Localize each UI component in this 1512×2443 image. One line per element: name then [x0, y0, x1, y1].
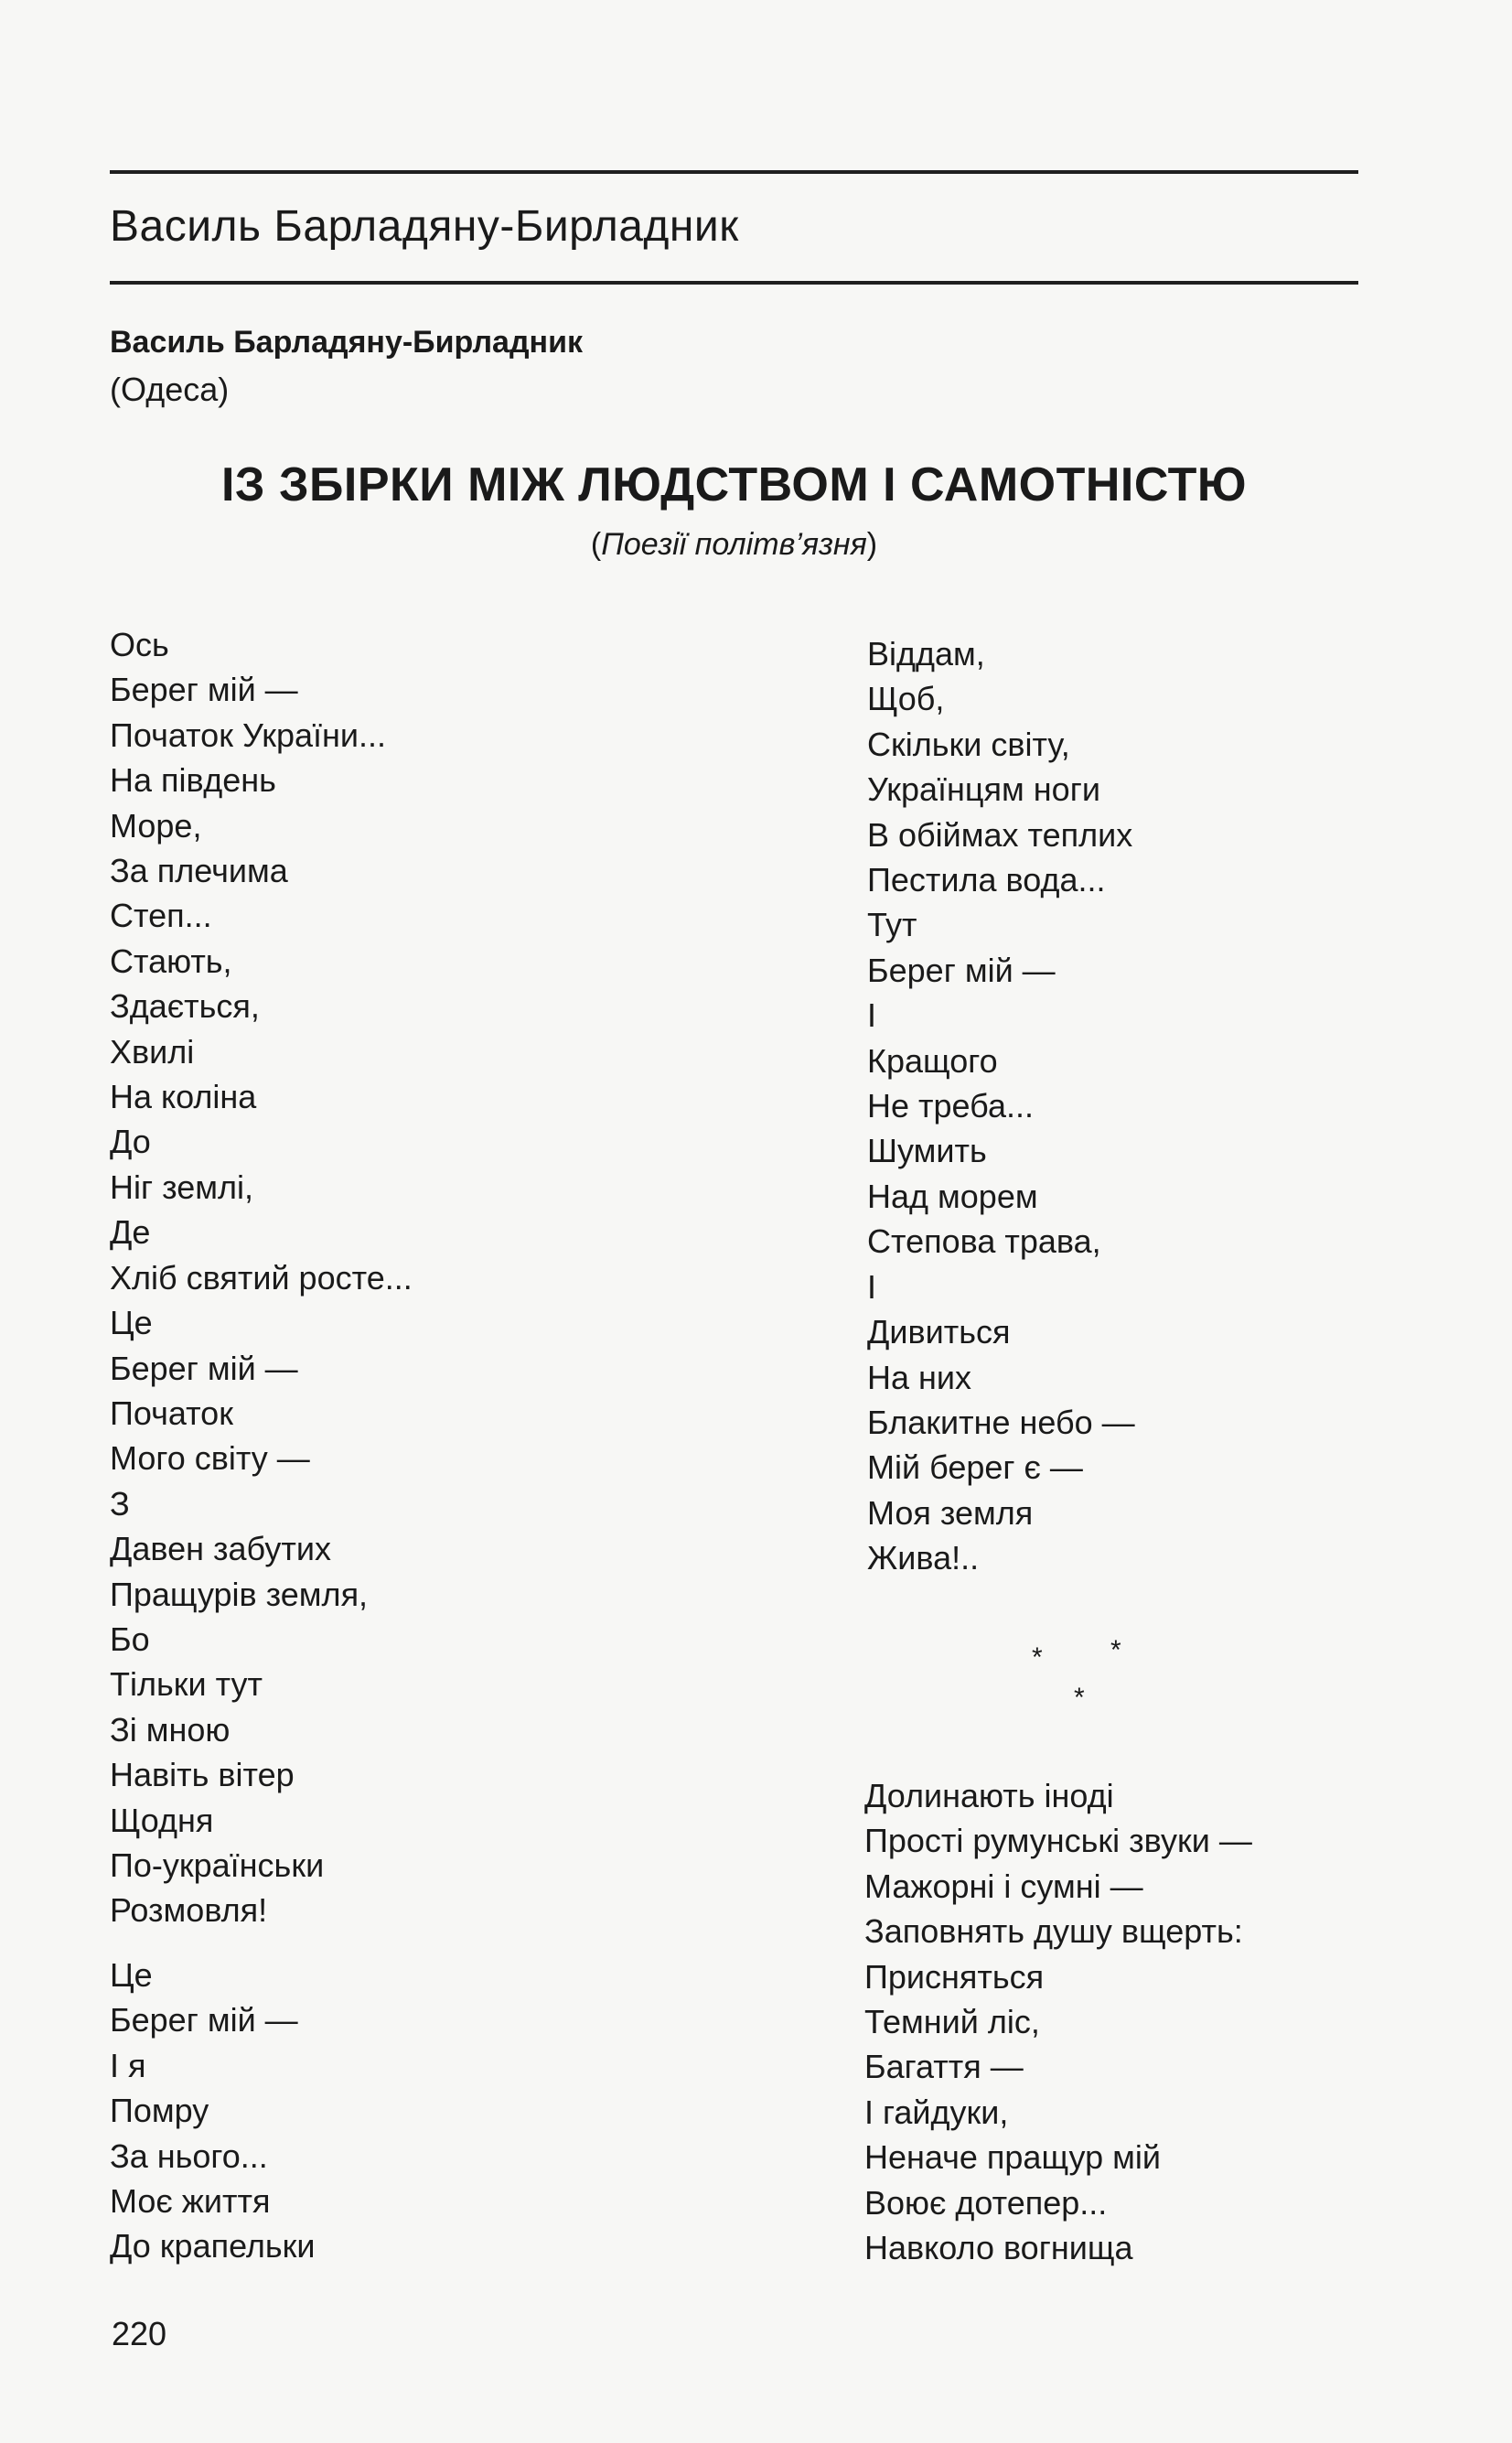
poem-line: Степова трава, — [867, 1222, 1101, 1261]
poem-right-column-part1 — [867, 631, 1135, 1581]
poem-line: Степ... — [110, 897, 212, 935]
poem-right-column-part2 — [864, 1773, 1252, 2270]
subtitle-text: Поезії політв’язня — [601, 527, 867, 562]
asterism-star: * — [1032, 1642, 1043, 1673]
poem-line: Щодня — [110, 1801, 214, 1839]
poem-line: Мого світу — — [110, 1439, 310, 1478]
asterism-star: * — [1074, 1683, 1085, 1713]
poem-line: Українцям ноги — [867, 770, 1100, 809]
poem-line: Шумить — [867, 1132, 987, 1170]
poem-title: ІЗ ЗБІРКИ МІЖ ЛЮДСТВОМ І САМОТНІСТЮ — [220, 458, 1248, 511]
poem-line: Блакитне небо — — [867, 1403, 1135, 1441]
poem-line: Ніг землі, — [110, 1168, 254, 1206]
poem-line: Початок — [110, 1394, 233, 1432]
poem-line: Віддам, — [867, 635, 985, 673]
poem-left-column-part1 — [110, 622, 413, 1933]
poem-line: І — [867, 1267, 877, 1306]
poem-line: І гайдуки, — [864, 2093, 1009, 2131]
poem-line: Долинають іноді — [864, 1777, 1114, 1814]
poem-line: Скільки світу, — [867, 725, 1070, 763]
poem-line: Щоб, — [867, 680, 945, 718]
poem-line: До — [110, 1123, 151, 1161]
poem-line: Багаття — — [864, 2048, 1024, 2086]
header-bottom-rule — [110, 281, 1358, 285]
poem-line: Море, — [110, 806, 202, 845]
page-number: 220 — [112, 2315, 167, 2352]
poem-line: Мій берег є — — [867, 1448, 1083, 1487]
poem-line: Пестила вода... — [867, 861, 1106, 899]
poem-line: Зі мною — [110, 1710, 231, 1749]
poem-line: І — [867, 996, 877, 1035]
poem-line: В обіймах теплих — [867, 815, 1133, 854]
poem-line: Хвилі — [110, 1032, 195, 1071]
poem-line: Моє життя — [110, 2182, 271, 2221]
poem-line: За плечима — [110, 852, 288, 890]
poem-line: Давен забутих — [110, 1530, 331, 1568]
poem-line: Тут — [867, 906, 917, 944]
poem-left-column-part2 — [110, 1953, 316, 2269]
subtitle-close-paren: ) — [866, 527, 878, 562]
poem-line: Присняться — [864, 1957, 1045, 1996]
poem-line: Неначе пращур мій — [864, 2138, 1161, 2177]
asterism-star: * — [1110, 1635, 1121, 1665]
poem-line: Де — [110, 1213, 151, 1252]
poem-line: Жива!.. — [867, 1539, 980, 1577]
poem-line: Пращурів земля, — [110, 1575, 369, 1613]
poem-line: Стають, — [110, 942, 232, 980]
poem-line: Не треба... — [867, 1087, 1034, 1125]
poem-line: Берег мій — — [110, 2001, 298, 2039]
poem-line: Кращого — [867, 1041, 998, 1080]
poem-line: Берег мій — — [110, 1349, 298, 1387]
poem-line: Ось — [110, 626, 169, 663]
poem-line: По-українськи — [110, 1846, 325, 1884]
poem-line: Заповнять душу вщерть: — [864, 1912, 1243, 1951]
poem-line: Берег мій — — [867, 951, 1056, 989]
poem-line: На коліна — [110, 1078, 257, 1116]
poem-line: Бо — [110, 1620, 150, 1658]
poem-subtitle — [110, 527, 1358, 563]
subtitle-open-paren: ( — [590, 527, 602, 562]
poem-line: Це — [110, 1304, 153, 1342]
poem-line: І я — [110, 2046, 146, 2084]
poem-line: До крапельки — [110, 2227, 316, 2265]
poem-line: Навіть вітер — [110, 1756, 295, 1794]
poem-line: Це — [110, 1956, 153, 1994]
poem-line: На них — [867, 1358, 972, 1396]
author-city: (Одеса) — [110, 371, 230, 408]
poem-line: На південь — [110, 761, 276, 800]
poem-line: Над морем — [867, 1177, 1038, 1215]
poem-line: Прості румунські звуки — — [864, 1822, 1252, 1860]
poem-line: Початок України... — [110, 716, 386, 754]
poem-line: Хліб святий росте... — [110, 1258, 413, 1297]
poem-line: Берег мій — — [110, 671, 298, 709]
poem-line: Здається, — [110, 987, 260, 1026]
poem-line: Дивиться — [867, 1313, 1011, 1351]
top-rule — [110, 170, 1358, 174]
poem-line: За нього... — [110, 2136, 268, 2175]
poem-line: Навколо вогнища — [864, 2229, 1133, 2267]
poem-line: Помру — [110, 2092, 209, 2130]
poem-line: Моя земля — [867, 1493, 1034, 1532]
poem-line: Тільки тут — [110, 1665, 263, 1704]
running-head: Василь Барладяну-Бирладник — [110, 202, 739, 251]
poem-line: Мажорні і сумні — — [864, 1867, 1143, 1905]
poem-line: З — [110, 1484, 130, 1523]
poem-line: Воює дотепер... — [864, 2183, 1108, 2222]
poem-line: Розмовля! — [110, 1891, 268, 1930]
asterism-separator — [1024, 1635, 1134, 1725]
author-name: Василь Барладяну-Бирладник — [110, 325, 583, 360]
poem-line: Темний ліс, — [864, 2003, 1040, 2041]
